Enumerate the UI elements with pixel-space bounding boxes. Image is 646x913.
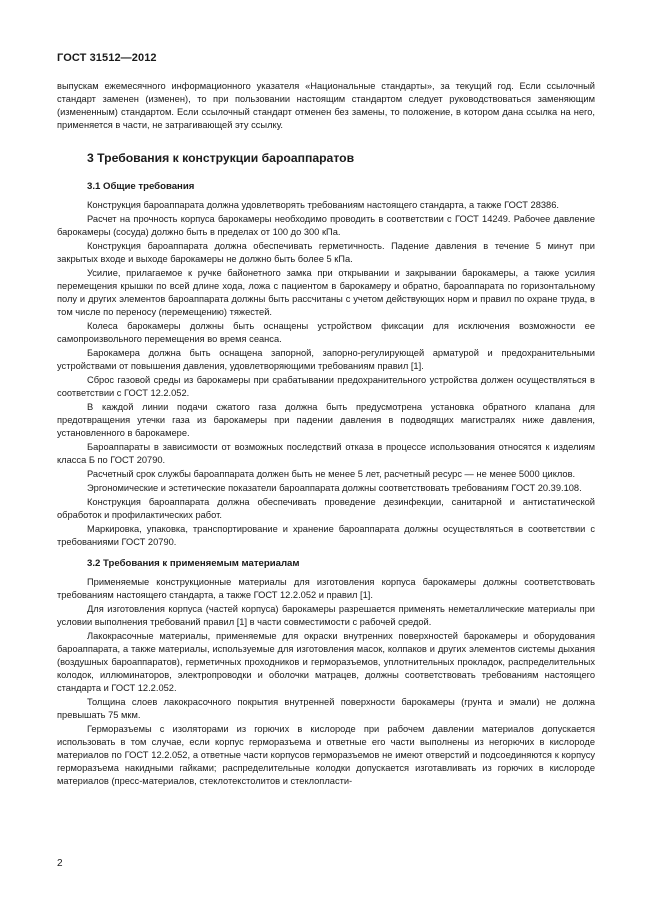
document-body — [57, 80, 595, 789]
paragraph: Расчетный срок службы бароаппарата должен быть не менее 5 лет, расчетный ресурс — не менее 5000 циклов. — [87, 469, 576, 479]
paragraph: Бароаппараты в зависимости от возможных последствий отказа в процессе использования относятся к изделиям класса Б по ГОСТ 20790. — [57, 442, 595, 465]
paragraph: Колеса барокамеры должны быть оснащены устройством фиксации для исключения возможности ее самопроизвольного перемещения во время сеанса. — [57, 321, 595, 344]
paragraph: Эргономические и эстетические показатели бароаппарата должны соответствовать требованиям ГОСТ 20.39.108. — [87, 483, 582, 493]
paragraph: Маркировка, упаковка, транспортирование и хранение бароаппарата должны осуществляться в соответствии с требованиями ГОСТ 20790. — [57, 524, 595, 547]
subsection-3-2-title: 3.2 Требования к применяемым материалам — [87, 558, 300, 569]
paragraph: Расчет на прочность корпуса барокамеры необходимо проводить в соответствии с ГОСТ 14249. Рабочее давление барокамеры (сосуда) должно быть в пределах от 100 до 300 кПа. — [57, 214, 595, 237]
paragraph: Конструкция бароаппарата должна удовлетворять требованиям настоящего стандарта, а также ГОСТ 28386. — [87, 200, 559, 210]
paragraph: Для изготовления корпуса (частей корпуса) барокамеры разрешается применять неметаллические материалы при условии выполнения требований правил [1] в части совместимости с рабочей средой. — [57, 604, 595, 627]
paragraph: Усилие, прилагаемое к ручке байонетного замка при открывании и закрывании барокамеры, а также усилия перемещения крышки по всей длине хода, ложа с пациентом в барокамеру и обратно, бароаппарата по горизонтальному полу и других элементов бароаппарата должны быть рассчитаны с учетом действующих норм и правил по охране труда, в том числе по переносу (перемещению) тяжестей. — [57, 268, 595, 317]
document-header-code: ГОСТ 31512—2012 — [57, 52, 157, 64]
paragraph: Конструкция бароаппарата должна обеспечивать проведение дезинфекции, санитарной и антистатической обработок и профилактических работ. — [57, 497, 595, 520]
paragraph: Лакокрасочные материалы, применяемые для окраски внутренних поверхностей барокамеры и оборудования бароаппарата, а также материалы, используемые для изготовления масок, колпаков и других элементов системы дыхания (воздушных бароаппаратов), герметичных проходников и герморазъемов, уплотнительных прокладок, распределительных колодок, иллюминаторов, электропроводки и оболочки матрацев, должны соответствовать требованиям настоящего стандарта и ГОСТ 12.2.052. — [57, 631, 595, 693]
paragraph: Барокамера должна быть оснащена запорной, запорно-регулирующей арматурой и предохранительными устройствами от повышения давления, удовлетворяющими требованиям правил [1]. — [57, 348, 595, 371]
page-number: 2 — [57, 858, 63, 869]
intro-paragraph: выпускам ежемесячного информационного указателя «Национальные стандарты», за текущий год. Если ссылочный стандарт заменен (изменен), то при пользовании настоящим стандартом следует руководствоваться заменяющим (измененным) стандартом. Если ссылочный стандарт отменен без замены, то положение, в котором дана ссылка на него, применяется в части, не затрагивающей эту ссылку. — [57, 81, 595, 130]
subsection-3-1-title: 3.1 Общие требования — [87, 181, 195, 192]
paragraph: Применяемые конструкционные материалы для изготовления корпуса барокамеры должны соответствовать требованиям настоящего стандарта, а также ГОСТ 12.2.052 и правил [1]. — [57, 577, 595, 600]
paragraph: Герморазъемы с изоляторами из горючих в кислороде при рабочем давлении материалов допускается использовать в том случае, если корпус герморазъема и ответные его части выполнены из негорючих в кислороде материалов по ГОСТ 12.2.052, а ответные части корпусов герморазъемов не имеют отверстий и подсоединяются к корпусу герморазъема накидными гайками; распределительные колодки допускается изготавливать из горючих в кислороде материалов (пресс-материалов, стеклотекстолитов и стеклопласти- — [57, 724, 595, 786]
paragraph: Конструкция бароаппарата должна обеспечивать герметичность. Падение давления в течение 5 минут при закрытых входе и выходе барокамеры не должно быть более 5 кПа. — [57, 241, 595, 264]
section-3-title: 3 Требования к конструкции бароаппаратов — [87, 151, 355, 165]
paragraph: Толщина слоев лакокрасочного покрытия внутренней поверхности барокамеры (грунта и эмали) не должна превышать 75 мкм. — [57, 697, 595, 720]
paragraph: Сброс газовой среды из барокамеры при срабатывании предохранительного устройства должен осуществляться в соответствии с ГОСТ 12.2.052. — [57, 375, 595, 398]
paragraph: В каждой линии подачи сжатого газа должна быть предусмотрена установка обратного клапана для предотвращения утечки газа из барокамеры при падении давления в подводящих магистралях ниже давления, установленного в барокамере. — [57, 402, 595, 438]
